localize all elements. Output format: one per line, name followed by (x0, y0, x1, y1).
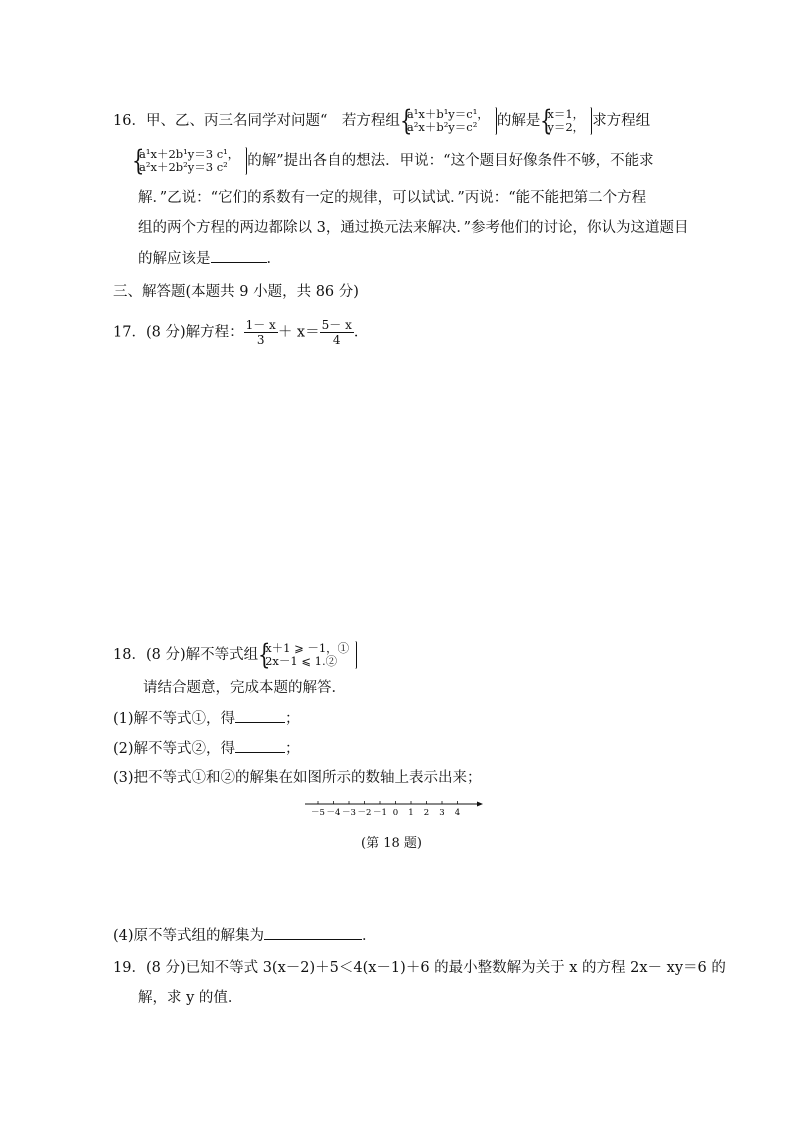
tick-label: 4 (454, 808, 461, 818)
q16-line-5: 的解应该是 ． (138, 248, 281, 269)
q18-part-2-blank[interactable] (235, 738, 285, 753)
tick-label: 3 (439, 808, 445, 818)
tick-label: 2 (423, 808, 430, 818)
q18-instruction: 请结合题意，完成本题的解答． (143, 680, 346, 696)
q19-line-1: 19．(8 分)已知不等式 3(x－2)＋5＜4(x－1)＋6 的最小整数解为关于 x 的方程 2x－ xy＝6 的 (113, 960, 726, 976)
q16-system-1: { a¹x＋b¹y＝c¹， a²x＋b²y＝c² (400, 108, 497, 134)
q16-system-2: { a¹x＋2b¹y＝3 c¹， a²x＋2b²y＝3 c² (132, 148, 247, 174)
q18-line: 18．(8 分)解不等式组 { x＋1 ⩾ －1，① 2x－1 ⩽ 1.② (113, 642, 357, 668)
tick-label: 1 (408, 808, 414, 818)
q18-part-4: (4)原不等式组的解集为 ． (113, 925, 377, 946)
q16-line-4: 组的两个方程的两边都除以 3，通过换元法来解决．”参考他们的讨论，你认为这道题目 (138, 220, 689, 236)
q16-number: 16 (113, 113, 132, 129)
q16-line-2: { a¹x＋2b¹y＝3 c¹， a²x＋2b²y＝3 c² 的解”提出各自的想法．甲说：“这个题目好像条件不够，不能求 (132, 144, 654, 177)
tick-label: －3 (342, 808, 356, 818)
section-3-heading: 三、解答题(本题共 9 小题，共 86 分) (113, 284, 359, 300)
q19-line-2: 解，求 y 的值． (138, 990, 243, 1006)
tick-label: 0 (392, 808, 399, 818)
q16-line-3: 解．”乙说：“它们的系数有一定的规律，可以试试．”丙说：“能不能把第二个方程 (138, 190, 647, 206)
q16-solution: { x＝1， y＝2， (540, 108, 592, 134)
q18-part-1: (1)解不等式①，得 ； (113, 708, 300, 729)
tick-label: －2 (357, 808, 372, 818)
q18-part-2: (2)解不等式②，得 ； (113, 738, 300, 759)
q18-system: { x＋1 ⩾ －1，① 2x－1 ⩽ 1.② (258, 642, 357, 668)
number-line (305, 798, 485, 822)
figure-caption: (第 18 题) (361, 836, 422, 851)
q18-part-4-blank[interactable] (264, 925, 362, 940)
tick-label: －1 (373, 808, 387, 818)
q16-answer-blank[interactable] (211, 248, 267, 263)
q17-fraction-2: $\frac{5- x}{4}$ (321, 318, 352, 347)
q16-intro: ．甲、乙、丙三名同学对问题“ 若方程组 (131, 113, 400, 129)
q17-line: 17．(8 分)解方程： $\frac{1- x}{3}$ ＋ x＝ $\frac{5- x}{4}$ ． (113, 318, 369, 347)
q16-line-1: 16．甲、乙、丙三名同学对问题“ 若方程组 { a¹x＋b¹y＝c¹， a²x＋b²y＝c² 的解是 { x＝1， y＝2， 求方程组 (113, 104, 651, 137)
q17-fraction-1: $\frac{1- x}{3}$ (245, 318, 276, 347)
tick-label: －5 (311, 808, 325, 818)
q18-part-3: (3)把不等式①和②的解集在如图所示的数轴上表示出来； (113, 770, 482, 786)
tick-label: －4 (326, 808, 341, 818)
q18-part-1-blank[interactable] (235, 708, 285, 723)
arrow-right-icon (477, 802, 483, 807)
